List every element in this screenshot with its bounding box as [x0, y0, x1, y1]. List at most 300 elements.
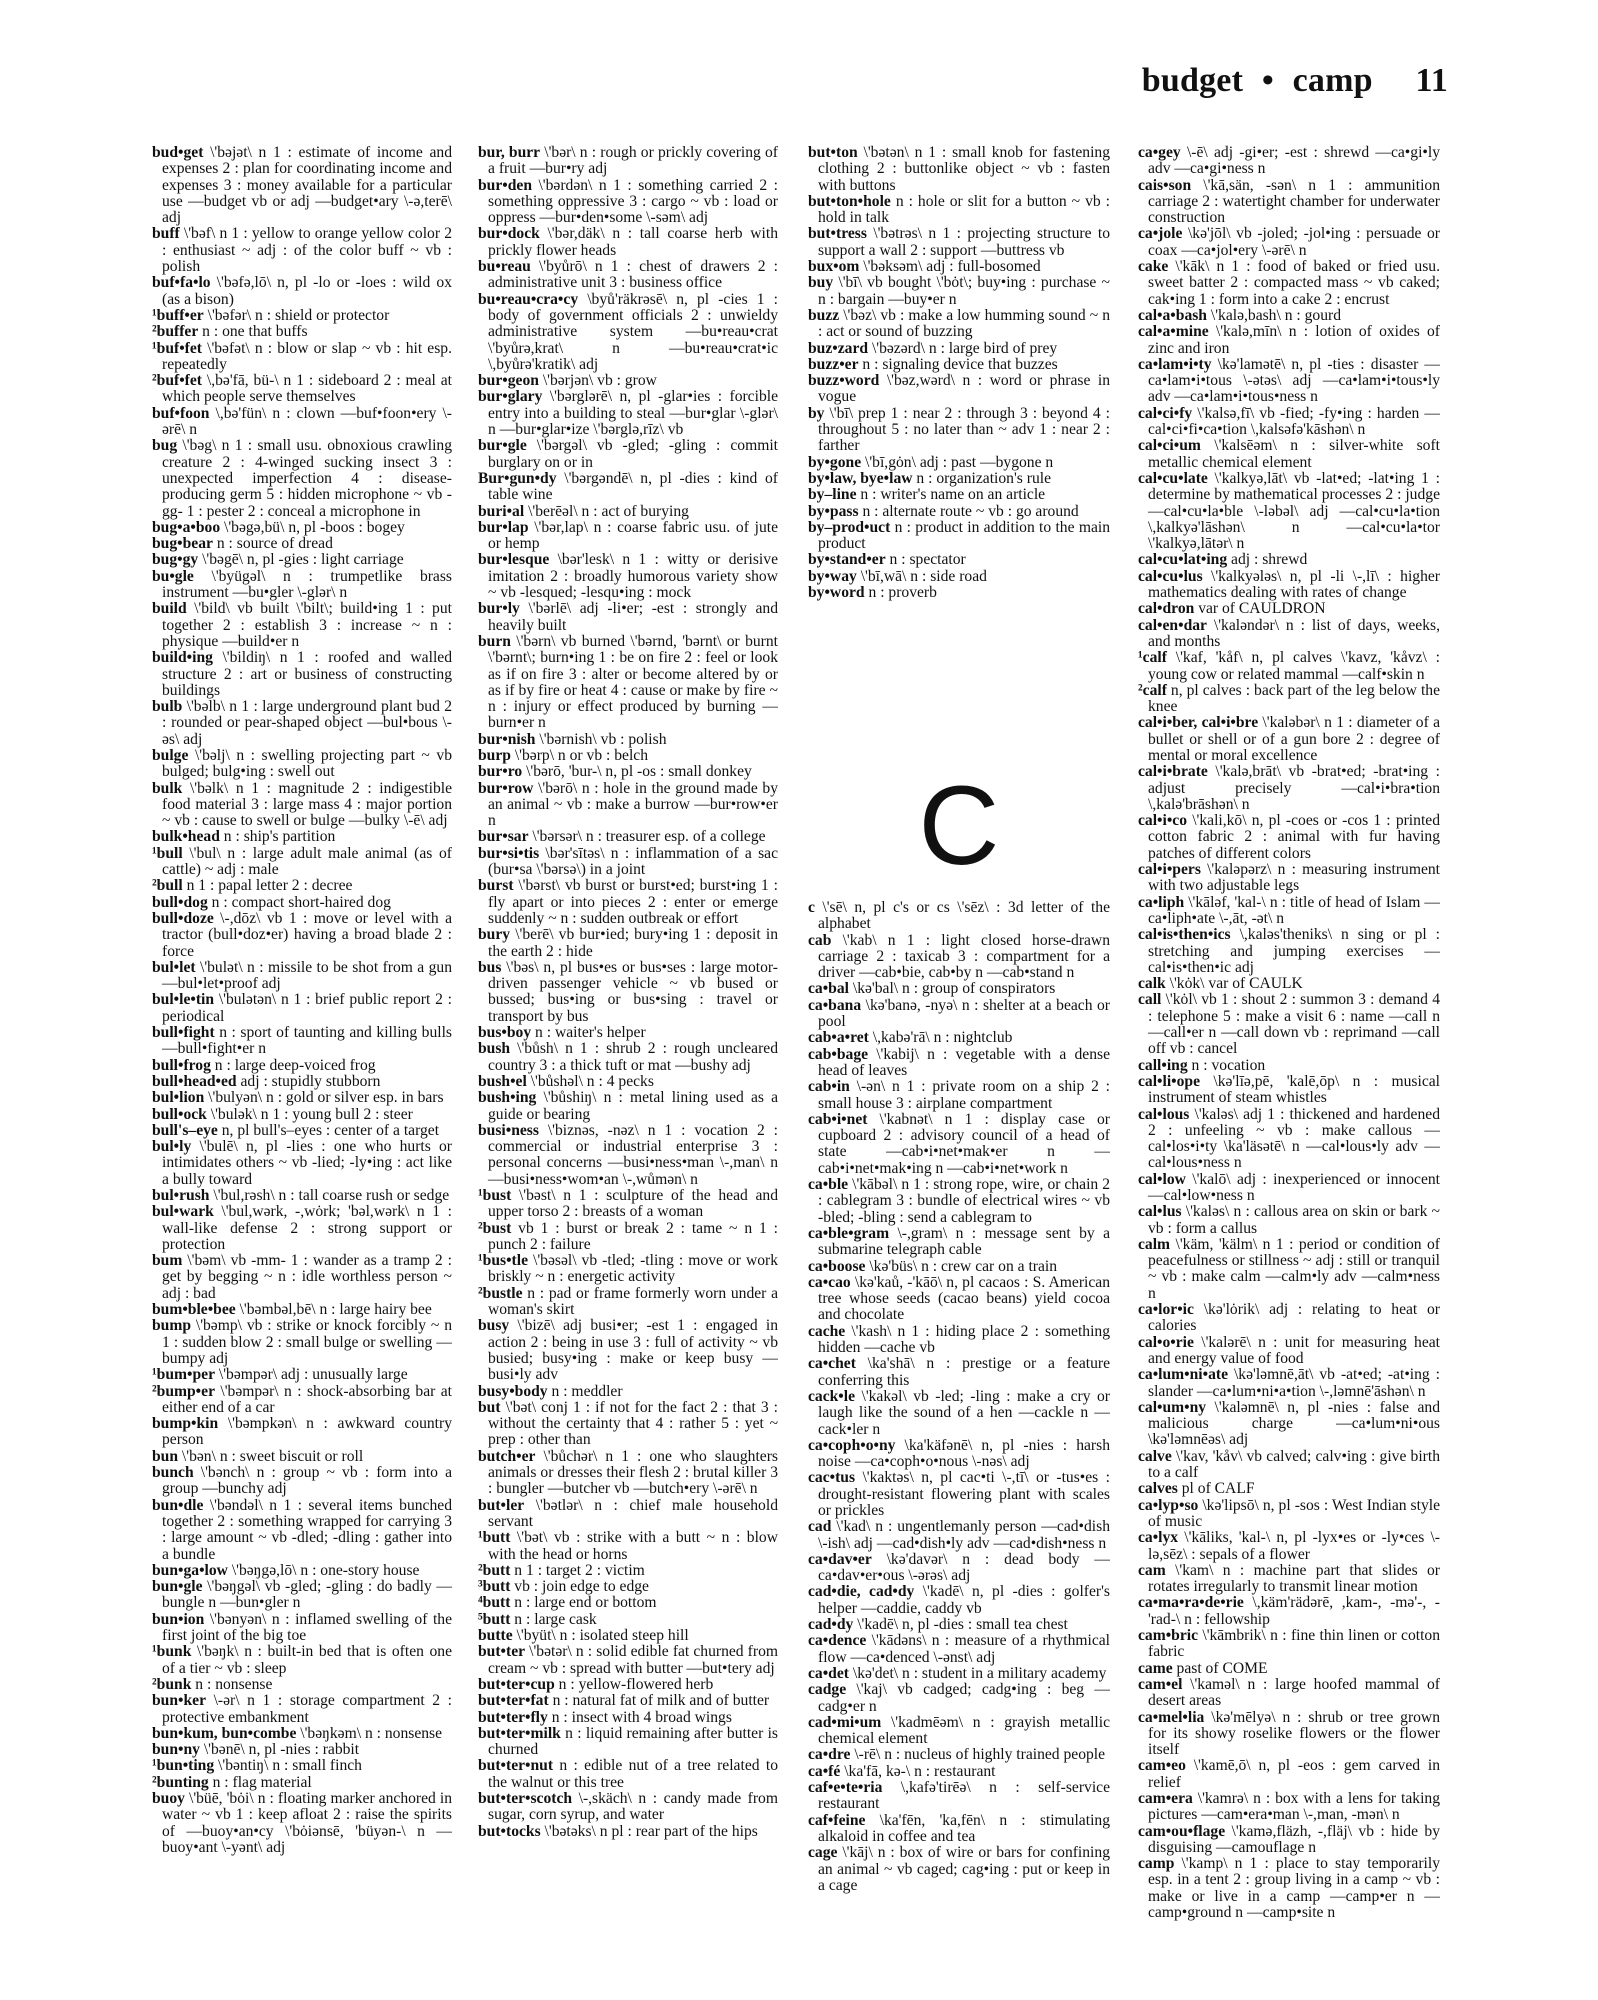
entry-headword: cack•le: [808, 1387, 856, 1405]
entry-headword: cal•cu•late: [1138, 469, 1208, 487]
entry-definition: \'bəŋgəl\ vb -gled; -gling : do badly —bungle n —bun•gler n: [162, 1578, 452, 1612]
dictionary-entry: [478, 764, 778, 780]
dictionary-entry: [478, 1041, 778, 1074]
dictionary-entry: [152, 145, 452, 226]
entry-definition: \'bůsh\ n 1 : shrub 2 : rough uncleared country 3 : a thick tuft or mat —bushy adj: [488, 1040, 778, 1074]
dictionary-entry: [152, 1253, 452, 1302]
entry-definition: \'bůchər\ n 1 : one who slaughters animals or dresses their flesh 2 : brutal killer 3 : bungler —butcher vb —butch•ery \-ərē\ n: [488, 1447, 778, 1498]
entry-definition: \kə'büs\ n : crew car on a train: [865, 1257, 1058, 1275]
entry-definition: \'bənē\ n, pl -nies : rabbit: [199, 1741, 360, 1759]
dictionary-entry: [152, 1563, 452, 1579]
entry-headword: cake: [1138, 258, 1169, 276]
entry-definition: \,bə'fün\ n : clown —buf•foon•ery \-ərē\ n: [162, 404, 452, 439]
entry-definition: var of CAULDRON: [1194, 600, 1326, 618]
entry-definition: \'bərnish\ vb : polish: [535, 730, 667, 748]
entry-definition: \'bul,wərk, -,wȯrk; 'bəl,wərk\ n 1 : wall-like defense 2 : strong support or protection: [162, 1203, 452, 1253]
entry-headword: ¹butt: [478, 1529, 511, 1547]
entry-definition: \'kalə,brāt\ vb -brat•ed; -brat•ing : adjust precisely —cal•i•bra•tion \,kalə'brāshən\ n: [1148, 763, 1440, 813]
entry-definition: \'bəg\ n 1 : small usu. obnoxious crawling creature 2 : 4-winged sucking insect 3 : unexpected imperfection 4 : disease-producing germ 5 : hidden microphone ~ vb -gg- 1 : pester 2 : conceal a microphone in: [162, 437, 452, 520]
entry-headword: ca•jole: [1138, 225, 1183, 243]
entry-definition: \'bul,rəsh\ n : tall coarse rush or sedge: [209, 1187, 450, 1204]
entry-definition: \'bərō, 'bur-\ n, pl -os : small donkey: [522, 763, 752, 781]
dictionary-entry: [152, 1758, 452, 1774]
entry-headword: burp: [478, 746, 511, 764]
entry-definition: n : organization's rule: [912, 469, 1052, 487]
entry-definition: n 1 : target 2 : victim: [510, 1561, 645, 1579]
dictionary-entry: [808, 145, 1110, 194]
entry-headword: bug•gy: [152, 551, 199, 569]
entry-headword: buoy: [152, 1789, 185, 1807]
dictionary-entry: [808, 357, 1110, 373]
dictionary-entry: [478, 1123, 778, 1188]
dictionary-entry: [152, 878, 452, 894]
entry-headword: ca•lor•ic: [1138, 1301, 1194, 1319]
entry-definition: \'byüt\ n : isolated steep hill: [512, 1627, 689, 1645]
dictionary-entry: [1138, 1758, 1440, 1791]
entry-headword: cal•um•ny: [1138, 1398, 1207, 1416]
dictionary-entry: [152, 1579, 452, 1612]
dictionary-entry: [478, 781, 778, 830]
entry-definition: \'kash\ n 1 : hiding place 2 : something hidden —cache vb: [818, 1322, 1110, 1357]
dictionary-entry: [152, 552, 452, 568]
column-2: [478, 145, 778, 1980]
entry-headword: bulge: [152, 746, 189, 764]
dictionary-entry: [808, 1747, 1110, 1763]
entry-headword: ²bull: [152, 877, 183, 895]
entry-definition: n 1 : papal letter 2 : decree: [182, 877, 353, 895]
dictionary-entry: [808, 1030, 1110, 1046]
entry-headword: cal•lus: [1138, 1203, 1182, 1221]
entry-headword: bush•el: [478, 1072, 527, 1090]
dictionary-entry: [478, 226, 778, 259]
entry-headword: cam•era: [1138, 1789, 1193, 1807]
entry-definition: n : product in addition to the main product: [818, 518, 1110, 553]
dictionary-entry: [478, 1595, 778, 1611]
dictionary-entry: [152, 895, 452, 911]
entry-headword: buzz•er: [808, 355, 859, 373]
dictionary-entry: [1138, 976, 1440, 992]
entry-definition: \'bulətən\ n 1 : brief public report 2 : periodical: [162, 991, 452, 1025]
entry-headword: bul•le•tin: [152, 991, 215, 1009]
dictionary-entry: [478, 1286, 778, 1319]
dictionary-entry: [808, 1470, 1110, 1519]
entry-headword: cal•en•dar: [1138, 616, 1207, 634]
dictionary-entry: [152, 1677, 452, 1693]
dictionary-entry: [152, 1058, 452, 1074]
entry-definition: \'kali,kō\ n, pl -coes or -cos 1 : printed cotton fabric 2 : animal with fur having patches of different colors: [1148, 812, 1440, 862]
entry-headword: busy•body: [478, 1382, 548, 1400]
entry-definition: \'büē, 'bȯi\ n : floating marker anchored in water ~ vb 1 : keep afloat 2 : raise the spirits of —buoy•an•cy \'bȯiənsē, 'büyən-\ n —buoy•ant \-yənt\ adj: [162, 1789, 452, 1856]
entry-definition: \'bəfər\ n : shield or protector: [203, 306, 390, 324]
entry-definition: \'bərdən\ n 1 : something carried 2 : something oppressive 3 : cargo ~ vb : load or oppress —bur•den•some \-səm\ adj: [488, 176, 778, 227]
entry-headword: bush•ing: [478, 1089, 537, 1107]
entry-definition: \,kafə'tirēə\ n : self-service restaurant: [818, 1779, 1110, 1813]
entry-definition: vb : join edge to edge: [510, 1578, 649, 1596]
entry-headword: but•ter•fly: [478, 1708, 548, 1726]
entry-headword: bug•bear: [152, 535, 213, 553]
entry-definition: \'bī,gȯn\ adj : past —bygone n: [861, 453, 1054, 471]
entry-definition: \'kaləpərz\ n : measuring instrument with two adjustable legs: [1148, 861, 1440, 895]
entry-headword: ca•lam•i•ty: [1138, 355, 1212, 373]
entry-headword: cal•i•pers: [1138, 861, 1201, 879]
entry-headword: bunch: [152, 1464, 194, 1482]
entry-definition: n : large end or bottom: [510, 1594, 657, 1612]
dictionary-entry: [478, 1677, 778, 1693]
dictionary-entry: [478, 1530, 778, 1563]
entry-definition: \kə'līə,pē, 'kalē,ōp\ n : musical instrument of steam whistles: [1148, 1072, 1440, 1107]
entry-headword: by–prod•uct: [808, 518, 891, 536]
entry-definition: \'kȯk\ var of CAULK: [1165, 975, 1303, 993]
entry-definition: \'bərn\ vb burned \'bərnd, 'bərnt\ or burnt \'bərnt\; burn•ing 1 : be on fire 2 : feel or look as if on fire 3 : alter or become altered by or as if by fire or heat 4 : cause or make by fire ~ n : injury or effect produced by burning —burn•er n: [488, 632, 778, 732]
dictionary-entry: [808, 1633, 1110, 1666]
dictionary-entry: [478, 1644, 778, 1677]
dictionary-entry: [808, 1813, 1110, 1846]
entry-definition: \'bəlk\ n 1 : magnitude 2 : indigestible food material 3 : large mass 4 : major portion ~ vb : cause to swell or bulge —bulky \-ē\ adj: [162, 779, 452, 830]
entry-headword: cab•a•ret: [808, 1029, 869, 1047]
entry-definition: \'kav, 'kåv\ vb calved; calv•ing : give birth to a calf: [1148, 1447, 1440, 1482]
entry-headword: cal•dron: [1138, 600, 1195, 618]
entry-headword: call: [1138, 991, 1162, 1009]
entry-headword: build•ing: [152, 649, 213, 667]
entry-definition: adj : shrewd: [1227, 551, 1308, 569]
entry-definition: \kə'mēlyə\ n : shrub or tree grown for its showy roselike flowers or the flower itself: [1148, 1708, 1440, 1759]
dictionary-entry: [152, 226, 452, 275]
entry-definition: \'bůshəl\ n : 4 pecks: [526, 1072, 654, 1090]
entry-headword: buf•foon: [152, 404, 210, 422]
entry-definition: \'kȯl\ vb 1 : shout 2 : summon 3 : demand 4 : telephone 5 : make a visit 6 : name —call n —call•er n —call down vb : reprimand —call off vb : cancel: [1148, 991, 1440, 1058]
entry-definition: \'bərp\ n or vb : belch: [510, 746, 649, 764]
entry-headword: cais•son: [1138, 176, 1192, 194]
entry-definition: \'bərst\ vb burst or burst•ed; burst•ing 1 : fly apart or into pieces 2 : enter or emerge suddenly ~ n : sudden outbreak or effort: [488, 877, 778, 927]
entry-definition: \kə'kaů, -'kāō\ n, pl cacaos : S. American tree whose seeds (cacao beans) yield cocoa and chocolate: [818, 1273, 1110, 1324]
dictionary-entry: [808, 1780, 1110, 1813]
entry-definition: \'bəlj\ n : swelling projecting part ~ vb bulged; bulg•ing : swell out: [162, 746, 452, 781]
dictionary-entry: [478, 373, 778, 389]
entry-definition: \'kalərē\ n : unit for measuring heat and energy value of food: [1148, 1333, 1440, 1367]
entry-headword: bul•let: [152, 958, 196, 976]
dictionary-entry: [1138, 992, 1440, 1057]
entry-headword: bu•reau: [478, 258, 531, 276]
entry-headword: but•ter•milk: [478, 1724, 561, 1742]
entry-headword: ²bustle: [478, 1284, 523, 1302]
entry-headword: ²buf•fet: [152, 372, 202, 390]
entry-headword: cage: [808, 1844, 838, 1862]
dictionary-entry: [1138, 813, 1440, 862]
entry-headword: by: [808, 404, 825, 422]
entry-definition: \'bərlē\ adj -li•er; -est : strongly and heavily built: [488, 600, 778, 634]
entry-headword: bu•gle: [152, 567, 194, 585]
dictionary-entry: [1138, 1367, 1440, 1400]
entry-headword: call•ing: [1138, 1056, 1188, 1074]
entry-headword: cal•ci•fy: [1138, 404, 1193, 422]
dictionary-entry: [478, 634, 778, 732]
entry-headword: but•ler: [478, 1496, 525, 1514]
entry-headword: bur•ly: [478, 600, 520, 618]
entry-headword: ca•mel•lia: [1138, 1708, 1205, 1726]
entry-headword: bur•geon: [478, 372, 539, 390]
dictionary-entry: [478, 960, 778, 1025]
dictionary-entry: [1138, 1791, 1440, 1824]
dictionary-entry: [808, 1682, 1110, 1715]
entry-definition: \'bəŋk\ n : built-in bed that is often one of a tier ~ vb : sleep: [162, 1643, 452, 1677]
dictionary-entry: [808, 1438, 1110, 1471]
dictionary-entry: [478, 1188, 778, 1221]
entry-headword: ²calf: [1138, 681, 1167, 699]
entry-definition: \kə'ləmnē,āt\ vb -at•ed; -at•ing : slander —ca•lum•ni•a•tion \-,ləmnē'āshən\ n: [1148, 1366, 1440, 1400]
entry-headword: cal•i•brate: [1138, 763, 1208, 781]
entry-headword: by•pass: [808, 502, 859, 520]
dictionary-entry: [478, 1449, 778, 1498]
entry-definition: \'kadē\ n, pl -dies : golfer's helper —caddie, caddy vb: [818, 1583, 1110, 1617]
entry-definition: \'bərgəndē\ n, pl -dies : kind of table wine: [488, 469, 778, 504]
entry-headword: bur•ro: [478, 763, 523, 781]
entry-definition: n : proverb: [864, 584, 937, 602]
dictionary-entry: [152, 1742, 452, 1758]
entry-headword: bu•reau•cra•cy: [478, 290, 579, 308]
entry-definition: \'byůrō\ n 1 : chest of drawers 2 : administrative unit 3 : business office: [488, 258, 778, 292]
dictionary-entry: [808, 487, 1110, 503]
dictionary-entry: [152, 1107, 452, 1123]
entry-headword: bush: [478, 1040, 511, 1058]
entry-headword: bux•om: [808, 258, 860, 276]
entry-definition: \'bət\ conj 1 : if not for the fact 2 : that 3 : without the certainty that 4 : rather 5 : yet ~ prep : other than: [488, 1398, 778, 1449]
entry-headword: ca•cao: [808, 1273, 851, 1291]
entry-definition: \'kaməl\ n : large hoofed mammal of desert areas: [1148, 1675, 1440, 1710]
dictionary-entry: [478, 292, 778, 373]
entry-headword: bun: [152, 1447, 179, 1465]
dictionary-entry: [1138, 927, 1440, 976]
entry-headword: ca•fé: [808, 1762, 841, 1780]
entry-headword: bury: [478, 926, 511, 944]
dictionary-entry: [478, 1693, 778, 1709]
entry-definition: \'bəŋkəm\ n : nonsense: [296, 1724, 443, 1742]
entry-definition: \kə'bal\ n : group of conspirators: [848, 980, 1056, 998]
entry-definition: \'bəzərd\ n : large bird of prey: [868, 339, 1058, 357]
entry-headword: cam•eo: [1138, 1757, 1186, 1775]
entry-headword: but•tocks: [478, 1822, 541, 1840]
entry-headword: bus: [478, 958, 502, 976]
entry-headword: bul•rush: [152, 1187, 210, 1204]
entry-headword: but•ter•cup: [478, 1675, 555, 1693]
entry-definition: \'bəfət\ n : blow or slap ~ vb : hit esp. repeatedly: [162, 339, 452, 373]
entry-headword: ca•lyx: [1138, 1529, 1179, 1547]
entry-headword: ca•bal: [808, 980, 849, 998]
entry-headword: ¹bull: [152, 844, 183, 862]
dictionary-entry: [478, 1628, 778, 1644]
entry-definition: \'kaləs\ n : callous area on skin or bark ~ vb : form a callus: [1148, 1203, 1440, 1237]
entry-definition: \'kādəns\ n : measure of a rhythmical flow —ca•denced \-ənst\ adj: [818, 1632, 1110, 1666]
entry-definition: \'sē\ n, pl c's or cs \'sēz\ : 3d letter of the alphabet: [814, 899, 1110, 933]
entry-headword: ¹bum•per: [152, 1366, 215, 1384]
entry-definition: n : pad or frame formerly worn under a woman's skirt: [488, 1284, 778, 1319]
dictionary-entry: [478, 438, 778, 471]
entry-definition: \'kabij\ n : vegetable with a dense head of leaves: [818, 1045, 1110, 1079]
dictionary-entry: [808, 226, 1110, 259]
entry-headword: bug•a•boo: [152, 518, 221, 536]
entry-headword: bulk•head: [152, 828, 220, 846]
entry-headword: bur•si•tis: [478, 844, 540, 862]
entry-headword: cal•low: [1138, 1170, 1186, 1188]
entry-definition: \'bətlər\ n : chief male household servant: [488, 1496, 778, 1530]
dictionary-entry: [478, 846, 778, 879]
dictionary-entry: [1138, 1237, 1440, 1302]
entry-headword: cal•o•rie: [1138, 1333, 1194, 1351]
entry-headword: ²bust: [478, 1219, 512, 1237]
entry-definition: \'kābəl\ n 1 : strong rope, wire, or chain 2 : cablegram 3 : bundle of electrical wires ~ vb -bled; -bling : send a cablegram to: [818, 1176, 1110, 1226]
dictionary-entry: [1138, 715, 1440, 764]
entry-definition: \ka'shā\ n : prestige or a feature conferring this: [818, 1355, 1110, 1389]
entry-headword: cal•a•mine: [1138, 323, 1209, 341]
entry-definition: \'kalkyə,lāt\ vb -lat•ed; -lat•ing 1 : determine by mathematical processes 2 : judge —cal•cu•la•ble \-ləbəl\ adj —cal•cu•la•tion \,kalkyə'lāshən\ n —cal•cu•la•tor \'kalkyə,lātər\ n: [1148, 469, 1440, 553]
dictionary-entry: [152, 960, 452, 993]
dictionary-entry: [808, 1617, 1110, 1633]
entry-definition: \'kaləndər\ n : list of days, weeks, and months: [1148, 616, 1440, 650]
entry-headword: buz•zard: [808, 339, 869, 357]
entry-headword: bul•ly: [152, 1138, 192, 1156]
entry-headword: cad•dy: [808, 1616, 854, 1634]
entry-definition: \'bərglərē\ n, pl -glar•ies : forcible entry into a building to steal —bur•glar \-glər\ n —bur•glar•ize \'bərglə,rīz\ vb: [488, 388, 778, 439]
dictionary-entry: [1138, 1172, 1440, 1205]
dictionary-entry: [1138, 1563, 1440, 1596]
dictionary-entry: [1138, 438, 1440, 471]
dictionary-entry: [808, 1259, 1110, 1275]
entry-headword: ¹bust: [478, 1187, 512, 1204]
dictionary-entry: [1138, 1107, 1440, 1172]
dictionary-entry: [808, 471, 1110, 487]
dictionary-entry: [808, 1845, 1110, 1894]
entry-headword: ca•ble: [808, 1176, 849, 1194]
entry-definition: \'bildiŋ\ n 1 : roofed and walled structure 2 : art or business of constructing buildings: [162, 649, 452, 699]
entry-headword: bur•glary: [478, 388, 543, 406]
entry-definition: \'bətər\ n : solid edible fat churned from cream ~ vb : spread with butter —but•tery adj: [488, 1643, 778, 1677]
entry-headword: ¹bun•ting: [152, 1757, 215, 1775]
entry-definition: \,kabə'rā\ n : nightclub: [868, 1029, 1013, 1047]
dictionary-entry: [152, 1644, 452, 1677]
entry-definition: \'kāj\ n : box of wire or bars for confining an animal ~ vb caged; cag•ing : put or keep in a cage: [818, 1844, 1110, 1894]
entry-headword: cab•in: [808, 1078, 850, 1096]
dictionary-entry: [152, 1367, 452, 1383]
entry-definition: \'bəz\ vb : make a low humming sound ~ n : act or sound of buzzing: [818, 306, 1110, 341]
dictionary-entry: [478, 1384, 778, 1400]
entry-headword: buzz: [808, 306, 840, 324]
entry-definition: \kə'lipsō\ n, pl -sos : West Indian style of music: [1148, 1496, 1440, 1530]
entry-headword: bull•ock: [152, 1105, 207, 1123]
dictionary-entry: [478, 471, 778, 504]
dictionary-entry: [152, 781, 452, 830]
entry-definition: n : ship's partition: [219, 828, 336, 846]
dictionary-entry: [1138, 683, 1440, 716]
entry-headword: bug: [152, 437, 178, 455]
entry-headword: butte: [478, 1627, 513, 1645]
page-number: 11: [1415, 62, 1448, 99]
dictionary-entry: [152, 1074, 452, 1090]
entry-headword: but•ton•hole: [808, 192, 891, 210]
entry-definition: \'kaləbər\ n 1 : diameter of a bullet or shell or of a gun bore 2 : degree of mental or moral excellence: [1148, 714, 1440, 764]
entry-definition: n, pl bull's–eyes : center of a target: [217, 1121, 440, 1139]
entry-definition: \'bulyən\ n : gold or silver esp. in bars: [204, 1089, 444, 1107]
entry-definition: \'berēəl\ n : act of burying: [524, 502, 689, 520]
dictionary-entry: [1138, 178, 1440, 227]
entry-headword: ¹buff•er: [152, 306, 204, 324]
entry-definition: adj : stupidly stubborn: [236, 1072, 381, 1090]
entry-definition: \'kamrə\ n : box with a lens for taking pictures —cam•era•man \-,man, -mən\ n: [1148, 1789, 1440, 1824]
dictionary-entry: [808, 308, 1110, 341]
entry-headword: bump: [152, 1317, 192, 1335]
entry-headword: cam•bric: [1138, 1627, 1199, 1645]
entry-headword: ²buffer: [152, 323, 199, 341]
entry-definition: \byů'räkrəsē\ n, pl -cies 1 : body of government officials 2 : unwieldy administrative system —bu•reau•crat \'byůrə,krat\ n —bu•reau•crat•ic \,byůrə'kratik\ adj: [488, 290, 778, 373]
dictionary-entry: [152, 1775, 452, 1791]
dictionary-entry: [1138, 569, 1440, 602]
dictionary-entry: [152, 1188, 452, 1204]
dictionary-entry: [1138, 650, 1440, 683]
dictionary-entry: [1138, 1661, 1440, 1677]
dictionary-entry: [478, 504, 778, 520]
entry-definition: \'kalə,bash\ n : gourd: [1206, 306, 1342, 324]
entry-definition: \'bəz,wərd\ n : word or phrase in vogue: [818, 372, 1110, 406]
dictionary-entry: [808, 998, 1110, 1031]
entry-definition: \'kāmbrik\ n : fine thin linen or cotton fabric: [1148, 1627, 1440, 1661]
entry-definition: n : vocation: [1187, 1056, 1266, 1074]
dictionary-entry: [152, 699, 452, 748]
dictionary-entry: [478, 1498, 778, 1531]
column-4: [1138, 145, 1440, 1980]
entry-definition: \'bulək\ n 1 : young bull 2 : steer: [206, 1105, 413, 1123]
dictionary-entry: [1138, 1058, 1440, 1074]
running-head-separator: •: [1261, 62, 1274, 99]
dictionary-entry: [478, 1253, 778, 1286]
dictionary-entry: [808, 1047, 1110, 1080]
entry-definition: n : edible nut of a tree related to the walnut or this tree: [488, 1757, 778, 1791]
entry-definition: \'bənyən\ n : inflamed swelling of the first joint of the big toe: [162, 1610, 452, 1645]
entry-headword: but•ter•fat: [478, 1692, 549, 1710]
dictionary-entry: [1138, 1677, 1440, 1710]
entry-definition: \'käm, 'kälm\ n 1 : period or condition of peacefulness or stillness ~ adj : still or tranquil ~ vb : make calm —calm•ly adv —calm•ness n: [1148, 1235, 1440, 1302]
dictionary-entry: [152, 373, 452, 406]
entry-definition: \'bəs\ n, pl bus•es or bus•ses : large motor-driven passenger vehicle ~ vb bused or bussed; bus•ing or bus•sing : travel or transport by bus: [488, 958, 778, 1025]
entry-headword: bum: [152, 1252, 183, 1270]
dictionary-entry: [478, 1025, 778, 1041]
dictionary-entry: [1138, 1628, 1440, 1661]
entry-headword: bul•lion: [152, 1089, 205, 1107]
dictionary-entry: [808, 1356, 1110, 1389]
entry-definition: \'bulət\ n : missile to be shot from a gun —bul•let•proof adj: [162, 958, 452, 993]
entry-headword: cab•i•net: [808, 1110, 868, 1128]
dictionary-entry: [1138, 1449, 1440, 1482]
entry-definition: \'bəmbəl,bē\ n : large hairy bee: [235, 1301, 432, 1319]
dictionary-entry: [808, 981, 1110, 997]
dictionary-entry: [808, 259, 1110, 275]
entry-headword: calm: [1138, 1235, 1171, 1253]
dictionary-entry: [152, 1612, 452, 1645]
entry-headword: build: [152, 600, 187, 618]
entry-definition: \'berē\ vb bur•ied; bury•ing 1 : deposit in the earth 2 : hide: [488, 926, 778, 960]
entry-headword: ca•det: [808, 1664, 849, 1682]
entry-headword: buri•al: [478, 502, 525, 520]
entry-headword: busy: [478, 1317, 510, 1335]
dictionary-entry: [478, 552, 778, 601]
entry-headword: cadge: [808, 1681, 847, 1699]
entry-headword: ca•dre: [808, 1746, 851, 1764]
entry-headword: bun•ker: [152, 1692, 206, 1710]
entry-definition: \'bəmpər\ n : shock-absorbing bar at either end of a car: [162, 1382, 452, 1416]
entry-definition: n : insect with 4 broad wings: [547, 1708, 732, 1726]
entry-definition: \'bəŋgə,lō\ n : one-story house: [227, 1561, 420, 1579]
entry-definition: \-,dōz\ vb 1 : move or level with a tractor (bull•doz•er) having a broad blade 2 : force: [162, 909, 452, 960]
entry-headword: cad•die, cad•dy: [808, 1583, 915, 1601]
dictionary-entry: [152, 1025, 452, 1058]
entry-headword: ²bump•er: [152, 1382, 215, 1400]
